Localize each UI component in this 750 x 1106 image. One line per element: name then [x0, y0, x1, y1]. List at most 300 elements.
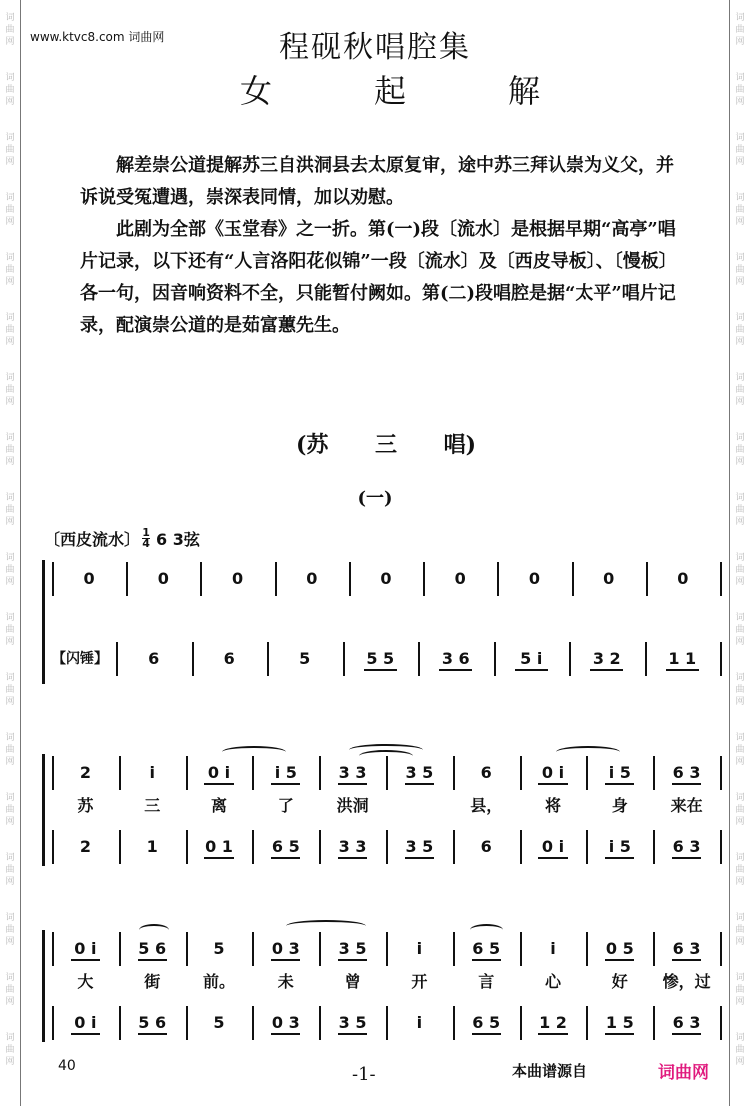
watermark-char: 网	[5, 157, 15, 167]
corner-mark: 40	[58, 1058, 76, 1074]
slur-mark	[359, 750, 412, 762]
time-num: 1	[142, 526, 150, 539]
lyric-syllable: 曾	[344, 972, 361, 991]
lyric-syllable: 了	[277, 796, 294, 815]
note-cell: 0 5	[605, 939, 634, 958]
accomp-row	[52, 830, 722, 864]
lyric-syllable: 大	[77, 972, 94, 991]
watermark-group	[732, 60, 748, 120]
watermark-group	[732, 300, 748, 360]
watermark-char: 词	[735, 853, 745, 863]
beat-underline	[71, 1033, 100, 1035]
beat-underline	[204, 857, 233, 859]
lyric-syllable: 前。	[202, 972, 235, 991]
note-cell: 1 1	[668, 649, 697, 668]
slur-mark	[222, 746, 285, 758]
watermark-char: 曲	[735, 145, 745, 155]
watermark-char: 曲	[5, 1045, 15, 1055]
subtitle-char: 解	[507, 72, 540, 110]
beat-underline	[672, 959, 701, 961]
watermark-char: 词	[735, 133, 745, 143]
note-cell: 0	[380, 569, 392, 588]
watermark-char: 曲	[5, 985, 15, 995]
watermark-char: 网	[5, 937, 15, 947]
lyric-syllable: 三	[144, 796, 161, 815]
watermark-char: 网	[5, 517, 15, 527]
watermark-group	[732, 420, 748, 480]
watermark-char: 网	[5, 1057, 15, 1067]
watermark-char: 曲	[735, 25, 745, 35]
note-cell: 1	[146, 837, 158, 856]
watermark-char: 词	[735, 973, 745, 983]
note-cell: 5 6	[138, 1013, 167, 1032]
watermark-char: 曲	[5, 205, 15, 215]
note-cell: 6 5	[472, 939, 501, 958]
watermark-char: 词	[735, 1033, 745, 1043]
accomp-row	[52, 1006, 722, 1040]
row-label: 【闪锤】	[52, 651, 108, 667]
beat-underline	[472, 1033, 501, 1035]
score-system-2	[42, 754, 722, 866]
beat-underline	[138, 1033, 167, 1035]
watermark-char: 网	[735, 997, 745, 1007]
watermark-char: 词	[735, 313, 745, 323]
subtitle-char: 起	[373, 72, 406, 110]
beat-underline	[605, 857, 634, 859]
watermark-char: 曲	[5, 745, 15, 755]
lyric-syllable	[386, 794, 453, 818]
watermark-char: 词	[5, 433, 15, 443]
note-cell: i	[416, 939, 423, 958]
watermark-char: 曲	[735, 985, 745, 995]
left-border	[20, 0, 21, 1106]
note-cell: 6	[148, 649, 160, 668]
watermark-char: 词	[5, 913, 15, 923]
watermark-char: 词	[5, 973, 15, 983]
watermark-char: 词	[5, 613, 15, 623]
singer-part: 三	[374, 432, 397, 458]
slur-mark	[139, 924, 169, 936]
watermark-char: 词	[735, 553, 745, 563]
lyric-syllable: 离	[210, 796, 227, 815]
watermark-char: 曲	[5, 385, 15, 395]
note-cell: 2	[79, 837, 91, 856]
system-bracket	[42, 930, 50, 1042]
watermark-char: 网	[5, 577, 15, 587]
beat-underline	[405, 857, 434, 859]
lyric-syllable: 心	[544, 972, 561, 991]
watermark-char: 网	[5, 37, 15, 47]
beat-underline	[590, 669, 623, 671]
lyric-syllable: 惨，过	[662, 972, 711, 991]
watermark-char: 网	[735, 937, 745, 947]
beat-underline	[271, 857, 300, 859]
watermark-char: 网	[5, 217, 15, 227]
beat-underline	[364, 669, 397, 671]
watermark-char: 词	[735, 673, 745, 683]
beat-underline	[271, 959, 300, 961]
watermark-group	[732, 720, 748, 780]
watermark-char: 词	[5, 133, 15, 143]
note-cell: 6	[480, 763, 492, 782]
note-cell: 0	[306, 569, 318, 588]
page-subtitle	[240, 66, 540, 112]
watermark-char: 网	[735, 37, 745, 47]
beat-underline	[338, 783, 367, 785]
beat-underline	[538, 857, 567, 859]
watermark-group	[2, 600, 18, 660]
watermark-group	[2, 780, 18, 840]
watermark-char: 网	[5, 97, 15, 107]
beat-underline	[405, 783, 434, 785]
singer-part: (苏	[296, 432, 329, 458]
beat-underline	[672, 783, 701, 785]
beat-underline	[338, 959, 367, 961]
note-cell: 6 3	[672, 763, 701, 782]
watermark-group	[732, 660, 748, 720]
watermark-char: 词	[5, 73, 15, 83]
watermark-char: 网	[735, 397, 745, 407]
note-cell: 3 5	[405, 763, 434, 782]
lyric-syllable: 身	[611, 796, 628, 815]
watermark-char: 曲	[735, 925, 745, 935]
note-cell: 6	[480, 837, 492, 856]
note-cell: 0	[454, 569, 466, 588]
note-cell: 0	[157, 569, 169, 588]
watermark-group	[2, 720, 18, 780]
note-cell: i	[416, 1013, 423, 1032]
watermark-char: 词	[735, 13, 745, 23]
watermark-group	[732, 120, 748, 180]
watermark-char: 词	[735, 733, 745, 743]
watermark-char: 曲	[5, 865, 15, 875]
watermark-char: 曲	[735, 805, 745, 815]
score-system-3	[42, 930, 722, 1042]
watermark-char: 词	[735, 913, 745, 923]
singer-part: 唱)	[443, 432, 476, 458]
watermark-char: 词	[5, 253, 15, 263]
note-cell: 3 2	[592, 649, 621, 668]
note-cell: 6 5	[271, 837, 300, 856]
watermark-char: 词	[5, 373, 15, 383]
watermark-group	[2, 180, 18, 240]
source-note: 本曲谱源自	[512, 1062, 588, 1080]
beat-underline	[271, 1033, 300, 1035]
watermark-group	[2, 360, 18, 420]
watermark-group	[2, 960, 18, 1020]
watermark-char: 曲	[735, 505, 745, 515]
note-cell: 3 5	[338, 939, 367, 958]
bars-row	[52, 562, 722, 596]
note-cell: 3 6	[441, 649, 470, 668]
beat-underline	[71, 959, 100, 961]
lyrics-row	[52, 794, 722, 818]
note-cell: 0	[677, 569, 689, 588]
beat-underline	[605, 959, 634, 961]
note-cell: 3 5	[405, 837, 434, 856]
watermark-char: 词	[5, 553, 15, 563]
watermark-char: 网	[5, 757, 15, 767]
watermark-char: 网	[735, 337, 745, 347]
note-cell: 0 i	[541, 763, 565, 782]
watermark-char: 词	[735, 793, 745, 803]
barline	[720, 562, 722, 596]
note-cell: 0 3	[271, 939, 300, 958]
watermark-char: 词	[735, 613, 745, 623]
note-cell: 6 5	[472, 1013, 501, 1032]
intro-paragraph: 此剧为全部《玉堂春》之一折。第(一)段〔流水〕是根据早期“高亭”唱片记录，以下还有“人言洛阳花似锦”一段〔流水〕及〔西皮导板〕、〔慢板〕各一句，因音响资料不全，只能暂付阙如。第(二)段唱腔是据“太平”唱片记录，配演崇公道的是茹富蕙先生。	[80, 219, 677, 336]
watermark-group	[2, 1020, 18, 1080]
watermark-char: 曲	[735, 625, 745, 635]
note-cell: 5	[299, 649, 311, 668]
watermark-group	[2, 240, 18, 300]
watermark-char: 网	[735, 277, 745, 287]
note-cell: 0 1	[205, 837, 233, 856]
beat-underline	[672, 1033, 701, 1035]
watermark-char: 网	[5, 337, 15, 347]
watermark-group	[2, 840, 18, 900]
watermark-group	[732, 180, 748, 240]
watermark-group	[732, 780, 748, 840]
watermark-char: 网	[735, 157, 745, 167]
watermark-char: 词	[5, 733, 15, 743]
watermark-char: 词	[735, 433, 745, 443]
watermark-char: 曲	[5, 325, 15, 335]
watermark-char: 词	[735, 253, 745, 263]
site-mark[interactable]: www.ktvc8.com 词曲网	[30, 30, 165, 44]
watermark-char: 网	[5, 697, 15, 707]
note-cell: 0	[528, 569, 540, 588]
singer-heading	[296, 428, 476, 459]
watermark-char: 词	[5, 313, 15, 323]
time-den: 4	[142, 537, 150, 550]
note-cell: 5	[213, 939, 225, 958]
accomp-row	[52, 642, 722, 676]
note-cell: 3 5	[338, 1013, 367, 1032]
watermark-char: 网	[5, 457, 15, 467]
site-logo[interactable]: 词曲网	[658, 1063, 709, 1083]
note-cell: 0 i	[74, 939, 97, 958]
score-system-1	[42, 560, 722, 684]
watermark-char: 网	[5, 397, 15, 407]
intro-text	[80, 150, 680, 342]
watermark-char: 网	[735, 1057, 745, 1067]
watermark-char: 词	[5, 673, 15, 683]
slur-mark	[556, 746, 619, 758]
note-cell: i 5	[274, 763, 297, 782]
lyrics-row	[52, 970, 722, 994]
beat-underline	[338, 857, 367, 859]
watermark-char: 网	[735, 97, 745, 107]
watermark-group	[2, 300, 18, 360]
barline	[720, 830, 722, 864]
watermark-group	[2, 540, 18, 600]
note-cell: 0 i	[74, 1013, 97, 1032]
watermark-char: 词	[5, 193, 15, 203]
watermark-char: 网	[5, 997, 15, 1007]
watermark-group	[732, 900, 748, 960]
beat-underline	[672, 857, 701, 859]
beat-underline	[439, 669, 472, 671]
watermark-char: 网	[735, 697, 745, 707]
watermark-char: 曲	[5, 805, 15, 815]
tempo-pitch: 6 3弦	[156, 530, 200, 549]
note-cell: 5 i	[520, 649, 543, 668]
lyric-syllable: 街	[144, 972, 161, 991]
beat-underline	[138, 959, 167, 961]
watermark-char: 网	[735, 517, 745, 527]
beat-underline	[515, 669, 548, 671]
watermark-group	[2, 660, 18, 720]
watermark-char: 曲	[735, 685, 745, 695]
note-cell: 3 3	[338, 837, 367, 856]
beat-underline	[204, 783, 233, 785]
watermark-char: 曲	[735, 1045, 745, 1055]
watermark-group	[732, 540, 748, 600]
lyric-syllable: 开	[411, 972, 428, 991]
note-cell: 0	[231, 569, 244, 588]
watermark-char: 词	[5, 1033, 15, 1043]
system-bracket	[42, 754, 50, 866]
beat-underline	[666, 669, 699, 671]
section-number: (一)	[357, 488, 393, 509]
watermark-char: 曲	[735, 265, 745, 275]
intro-paragraph: 解差崇公道提解苏三自洪洞县去太原复审，途中苏三拜认崇为义父，并诉说受冤遭遇，崇深表同情，加以劝慰。	[80, 155, 674, 208]
watermark-char: 词	[5, 493, 15, 503]
note-cell: 0 3	[271, 1013, 300, 1032]
beat-underline	[605, 783, 634, 785]
watermark-group	[2, 420, 18, 480]
watermark-left	[2, 0, 18, 1080]
beat-underline	[472, 959, 501, 961]
watermark-group	[732, 840, 748, 900]
lyric-syllable: 未	[277, 972, 294, 991]
note-cell: 2	[79, 763, 91, 782]
watermark-group	[2, 120, 18, 180]
watermark-group	[732, 360, 748, 420]
watermark-char: 词	[735, 373, 745, 383]
lyric-syllable: 洪洞	[336, 796, 369, 815]
note-cell: 0	[83, 569, 95, 588]
watermark-char: 曲	[735, 565, 745, 575]
note-cell: 6 3	[672, 1013, 701, 1032]
time-signature	[142, 528, 150, 549]
slur-mark	[286, 920, 366, 932]
watermark-char: 网	[5, 637, 15, 647]
subtitle-char: 女	[240, 72, 273, 110]
note-cell: 0 i	[207, 763, 231, 782]
watermark-char: 曲	[735, 865, 745, 875]
note-cell: 6	[223, 649, 235, 668]
watermark-group	[732, 960, 748, 1020]
note-cell: 5	[213, 1013, 225, 1032]
watermark-char: 曲	[5, 265, 15, 275]
watermark-char: 曲	[5, 565, 15, 575]
lyric-syllable: 好	[611, 972, 628, 991]
watermark-char: 网	[735, 817, 745, 827]
watermark-char: 网	[735, 457, 745, 467]
barline	[720, 756, 722, 790]
tempo-mode: 〔西皮流水〕	[44, 530, 141, 549]
note-cell: 6 3	[672, 939, 701, 958]
watermark-char: 曲	[5, 685, 15, 695]
page-number: -1-	[352, 1064, 376, 1085]
note-cell: 5 6	[138, 939, 167, 958]
note-cell: 0	[603, 569, 615, 588]
watermark-char: 词	[5, 793, 15, 803]
watermark-char: 网	[735, 577, 745, 587]
watermark-right	[732, 0, 748, 1080]
bars-row	[52, 932, 722, 966]
right-border	[729, 0, 730, 1106]
lyric-syllable: 将	[544, 796, 561, 815]
watermark-char: 网	[735, 637, 745, 647]
lyric-syllable: 县，	[470, 796, 503, 815]
watermark-char: 词	[735, 73, 745, 83]
lyric-syllable: 来在	[670, 796, 703, 815]
watermark-char: 曲	[5, 85, 15, 95]
watermark-char: 曲	[735, 385, 745, 395]
watermark-char: 网	[5, 277, 15, 287]
watermark-char: 曲	[735, 325, 745, 335]
beat-underline	[338, 1033, 367, 1035]
watermark-char: 词	[5, 13, 15, 23]
watermark-char: 词	[735, 193, 745, 203]
note-cell: 1 5	[605, 1013, 634, 1032]
note-cell: 6 3	[672, 837, 701, 856]
note-cell: i 5	[608, 763, 631, 782]
note-cell: 1 2	[539, 1013, 567, 1032]
watermark-char: 网	[735, 757, 745, 767]
watermark-char: 曲	[5, 445, 15, 455]
lyric-syllable: 苏	[77, 796, 94, 815]
watermark-group	[732, 240, 748, 300]
note-cell: 5 5	[366, 649, 395, 668]
note-cell: i	[149, 763, 155, 782]
tempo-marking	[44, 527, 200, 550]
watermark-group	[732, 600, 748, 660]
watermark-group	[2, 900, 18, 960]
watermark-char: 曲	[735, 205, 745, 215]
beat-underline	[605, 1033, 634, 1035]
note-cell: 3 3	[338, 763, 367, 782]
watermark-char: 网	[735, 877, 745, 887]
note-cell: i 5	[608, 837, 631, 856]
watermark-group	[2, 60, 18, 120]
beat-underline	[538, 1033, 567, 1035]
watermark-char: 网	[5, 817, 15, 827]
watermark-char: 曲	[5, 505, 15, 515]
lyric-syllable: 言	[478, 972, 495, 991]
watermark-char: 曲	[5, 25, 15, 35]
beat-underline	[538, 783, 567, 785]
watermark-char: 曲	[735, 745, 745, 755]
watermark-group	[732, 1020, 748, 1080]
note-cell: i	[550, 939, 556, 958]
beat-underline	[271, 783, 300, 785]
barline	[720, 642, 722, 676]
watermark-char: 曲	[5, 625, 15, 635]
watermark-char: 曲	[735, 445, 745, 455]
watermark-char: 曲	[5, 925, 15, 935]
barline	[720, 1006, 722, 1040]
slur-mark	[470, 924, 503, 936]
watermark-char: 曲	[5, 145, 15, 155]
watermark-char: 曲	[735, 85, 745, 95]
system-bracket	[42, 560, 50, 684]
watermark-char: 网	[735, 217, 745, 227]
note-cell: 0 i	[541, 837, 565, 856]
